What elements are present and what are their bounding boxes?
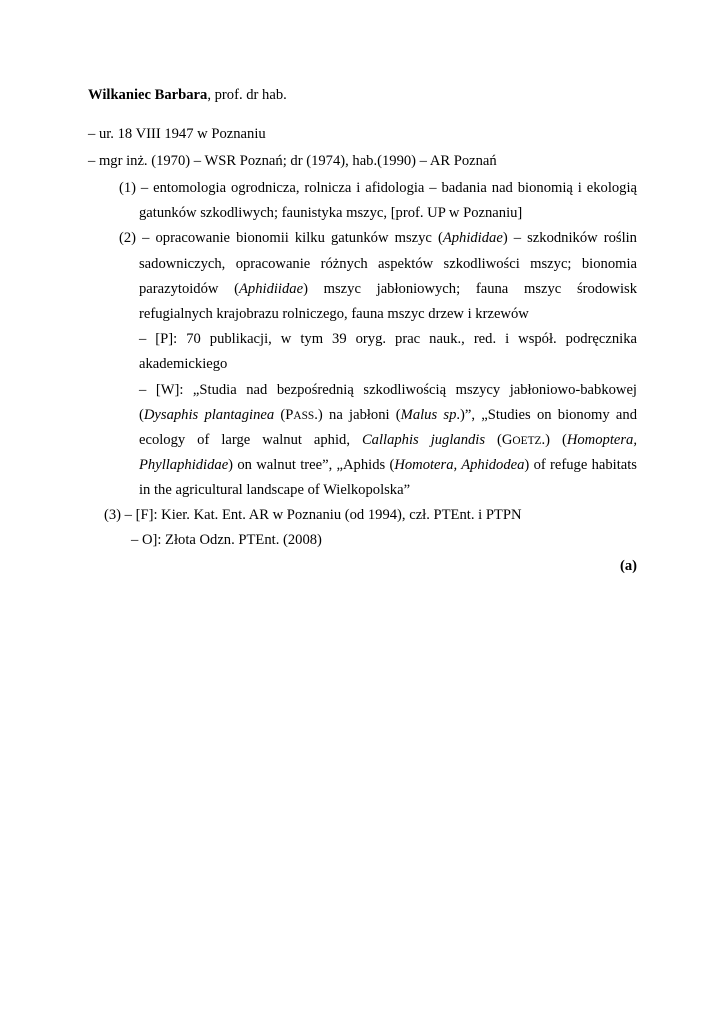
works-text: .)”, „Studies on bionomy and bbox=[456, 407, 637, 423]
works-text: (G bbox=[485, 432, 513, 448]
person-header bbox=[88, 86, 287, 104]
publications-line2: akademickiego bbox=[139, 356, 228, 372]
degrees-line: – mgr inż. (1970) – WSR Poznań; dr (1974), hab.(1990) – AR Poznań bbox=[88, 153, 497, 169]
works-line3 bbox=[139, 431, 637, 450]
taxon-name: Callaphis juglandis bbox=[361, 432, 486, 448]
taxon-name: Phyllaphididae bbox=[139, 457, 229, 473]
works-text: ) on walnut tree”, „Aphids ( bbox=[228, 457, 395, 473]
section2-line1 bbox=[119, 229, 637, 247]
publications-line1: – [P]: 70 publikacji, w tym 39 oryg. prac nauk., red. i współ. podręcznika bbox=[139, 331, 637, 347]
author-smallcaps: OETZ bbox=[512, 435, 542, 447]
person-title: , prof. dr hab. bbox=[207, 87, 287, 103]
works-text: ecology of large walnut aphid, bbox=[139, 432, 362, 448]
works-line5: in the agricultural landscape of Wielkopolska” bbox=[139, 482, 411, 498]
works-text: .) ( bbox=[541, 432, 567, 448]
taxon-name: Homoptera, bbox=[566, 432, 637, 448]
honors-line: – O]: Złota Odzn. PTEnt. (2008) bbox=[131, 532, 322, 548]
taxon-name: Malus sp bbox=[400, 407, 457, 423]
section2-text: ) – szkodników roślin bbox=[502, 230, 637, 246]
works-line2 bbox=[139, 406, 637, 425]
works-text: (P bbox=[274, 407, 294, 423]
section2-text: ) mszyc jabłoniowych; fauna mszyc środowisk bbox=[303, 281, 637, 297]
works-line1: – [W]: „Studia nad bezpośrednią szkodliwością mszycy jabłoniowo-babkowej bbox=[139, 382, 637, 398]
works-text: ) of refuge habitats bbox=[524, 457, 637, 473]
taxon-name: Aphididae bbox=[442, 230, 503, 246]
birth-line: – ur. 18 VIII 1947 w Poznaniu bbox=[88, 126, 266, 142]
section1-line2: gatunków szkodliwych; faunistyka mszyc, [prof. UP w Poznaniu] bbox=[139, 205, 523, 221]
works-text: ( bbox=[139, 407, 144, 423]
person-name: Wilkaniec Barbara bbox=[88, 87, 208, 103]
entry-marker: (a) bbox=[619, 558, 637, 574]
author-smallcaps: ASS bbox=[293, 410, 315, 422]
section2-line3 bbox=[139, 280, 637, 298]
section2-line2: sadowniczych, opracowanie różnych aspektów szkodliwości mszyc; bionomia bbox=[139, 256, 637, 272]
works-line4 bbox=[139, 456, 637, 474]
taxon-name: Aphidiidae bbox=[239, 281, 304, 297]
section2-text: (2) – opracowanie bionomii kilku gatunków mszyc ( bbox=[119, 230, 443, 246]
section1-line1: (1) – entomologia ogrodnicza, rolnicza i afidologia – badania nad bionomią i ekologią bbox=[119, 180, 637, 196]
section2-line4: refugialnych krajobrazu rolniczego, fauna mszyc drzew i krzewów bbox=[139, 306, 529, 322]
works-text: .) na jabłoni ( bbox=[314, 407, 401, 423]
functions-line: (3) – [F]: Kier. Kat. Ent. AR w Poznaniu (od 1994), czł. PTEnt. i PTPN bbox=[104, 507, 522, 523]
taxon-name: Dysaphis plantaginea bbox=[143, 407, 275, 423]
section2-text: parazytoidów ( bbox=[139, 281, 240, 297]
taxon-name: Homotera, Aphidodea bbox=[394, 457, 525, 473]
